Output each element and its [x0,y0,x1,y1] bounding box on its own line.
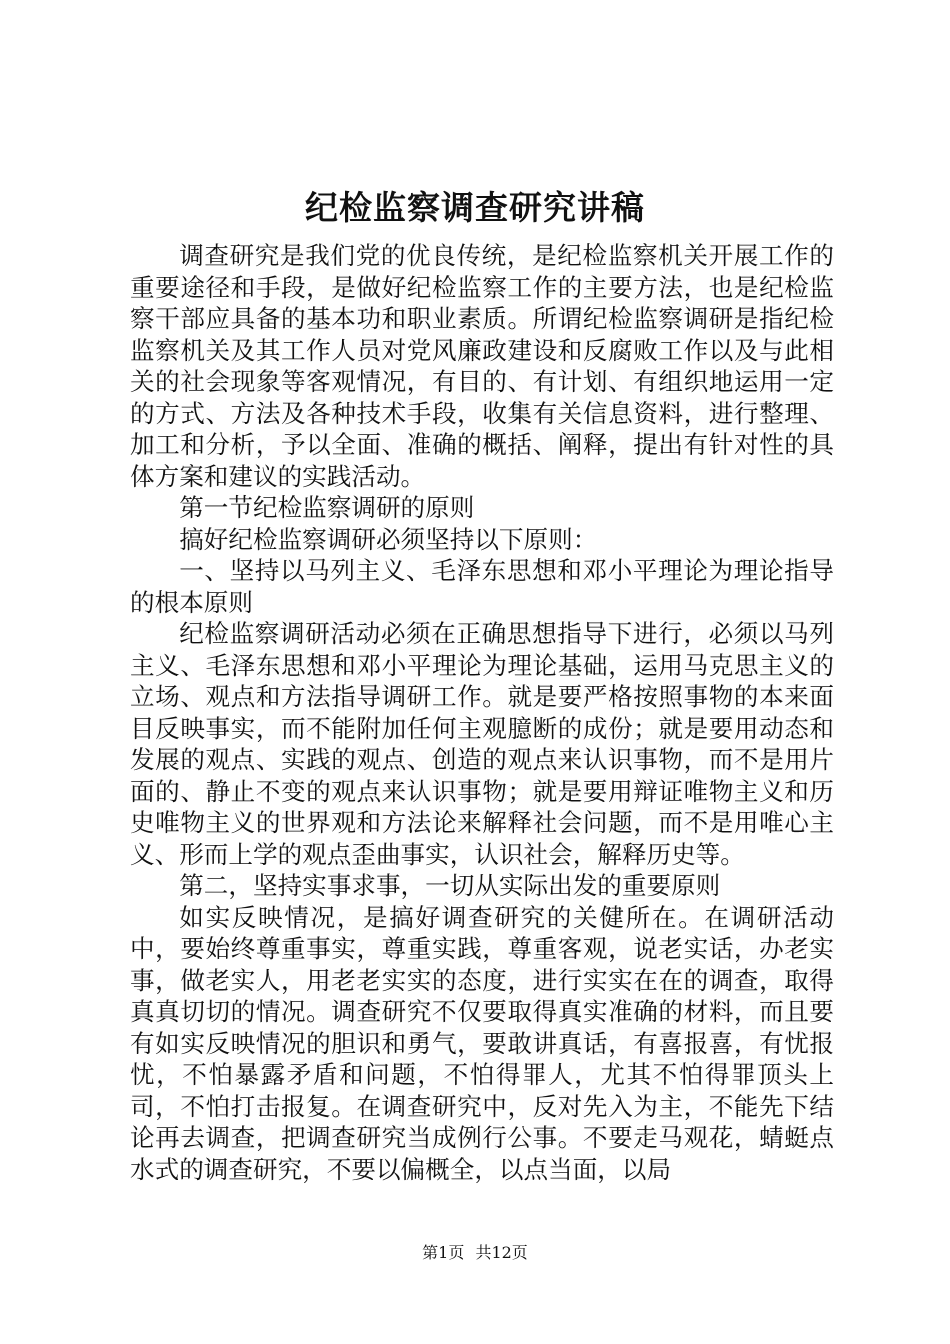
paragraph-principles-lead: 搞好纪检监察调研必须坚持以下原则： [179,524,598,554]
paragraph-principle-one: 纪检监察调研活动必须在正确思想指导下进行，必须以马列主义、毛泽东思想和邓小平理论为理论基础，运用马克思主义的立场、观点和方法指导调研工作。就是要严格按照事物的本来面目反映事实，而不能附加任何主观臆断的成份；就是要用动态和发展的观点、实践的观点、创造的观点来认识事物，而不是用片面的、静止不变的观点来认识事物；就是要用辩证唯物主义和历史唯物主义的世界观和方法论来解释社会问题，而不是用唯心主义、形而上学的观点歪曲事实，认识社会，解释历史等。 [130,619,834,869]
document-body [130,240,834,1185]
paragraph-principle-two: 如实反映情况，是搞好调查研究的关健所在。在调研活动中，要始终尊重事实，尊重实践，尊重客观，说老实话，办老实事，做老实人，用老老实实的态度，进行实实在在的调查，取得真真切切的情况。调查研究不仅要取得真实准确的材料，而且要有如实反映情况的胆识和勇气，要敢讲真话，有喜报喜，有忧报忧，不怕暴露矛盾和问题，不怕得罪人，尤其不怕得罪顶头上司，不怕打击报复。在调查研究中，反对先入为主，不能先下结论再去调查，把调查研究当成例行公事。不要走马观花，蜻蜓点水式的调查研究，不要以偏概全，以点当面，以局 [130,902,834,1184]
section-heading-principles: 第一节纪检监察调研的原则 [179,493,475,522]
paragraph-intro: 调查研究是我们党的优良传统，是纪检监察机关开展工作的重要途径和手段，是做好纪检监察工作的主要方法，也是纪检监察干部应具备的基本功和职业素质。所谓纪检监察调研是指纪检监察机关及其工作人员对党风廉政建设和反腐败工作以及与此相关的社会现象等客观情况，有目的、有计划、有组织地运用一定的方式、方法及各种技术手段，收集有关信息资料，进行整理、加工和分析，予以全面、准确的概括、阐释，提出有针对性的具体方案和建议的实践活动。 [130,241,834,491]
principle-two-heading: 第二，坚持实事求事，一切从实际出发的重要原则 [179,871,721,900]
principle-one-heading: 一、坚持以马列主义、毛泽东思想和邓小平理论为理论指导的根本原则 [130,556,834,617]
page-number-footer: 第1页 共12页 [422,1243,528,1262]
document-title: 纪检监察调查研究讲稿 [305,188,645,227]
